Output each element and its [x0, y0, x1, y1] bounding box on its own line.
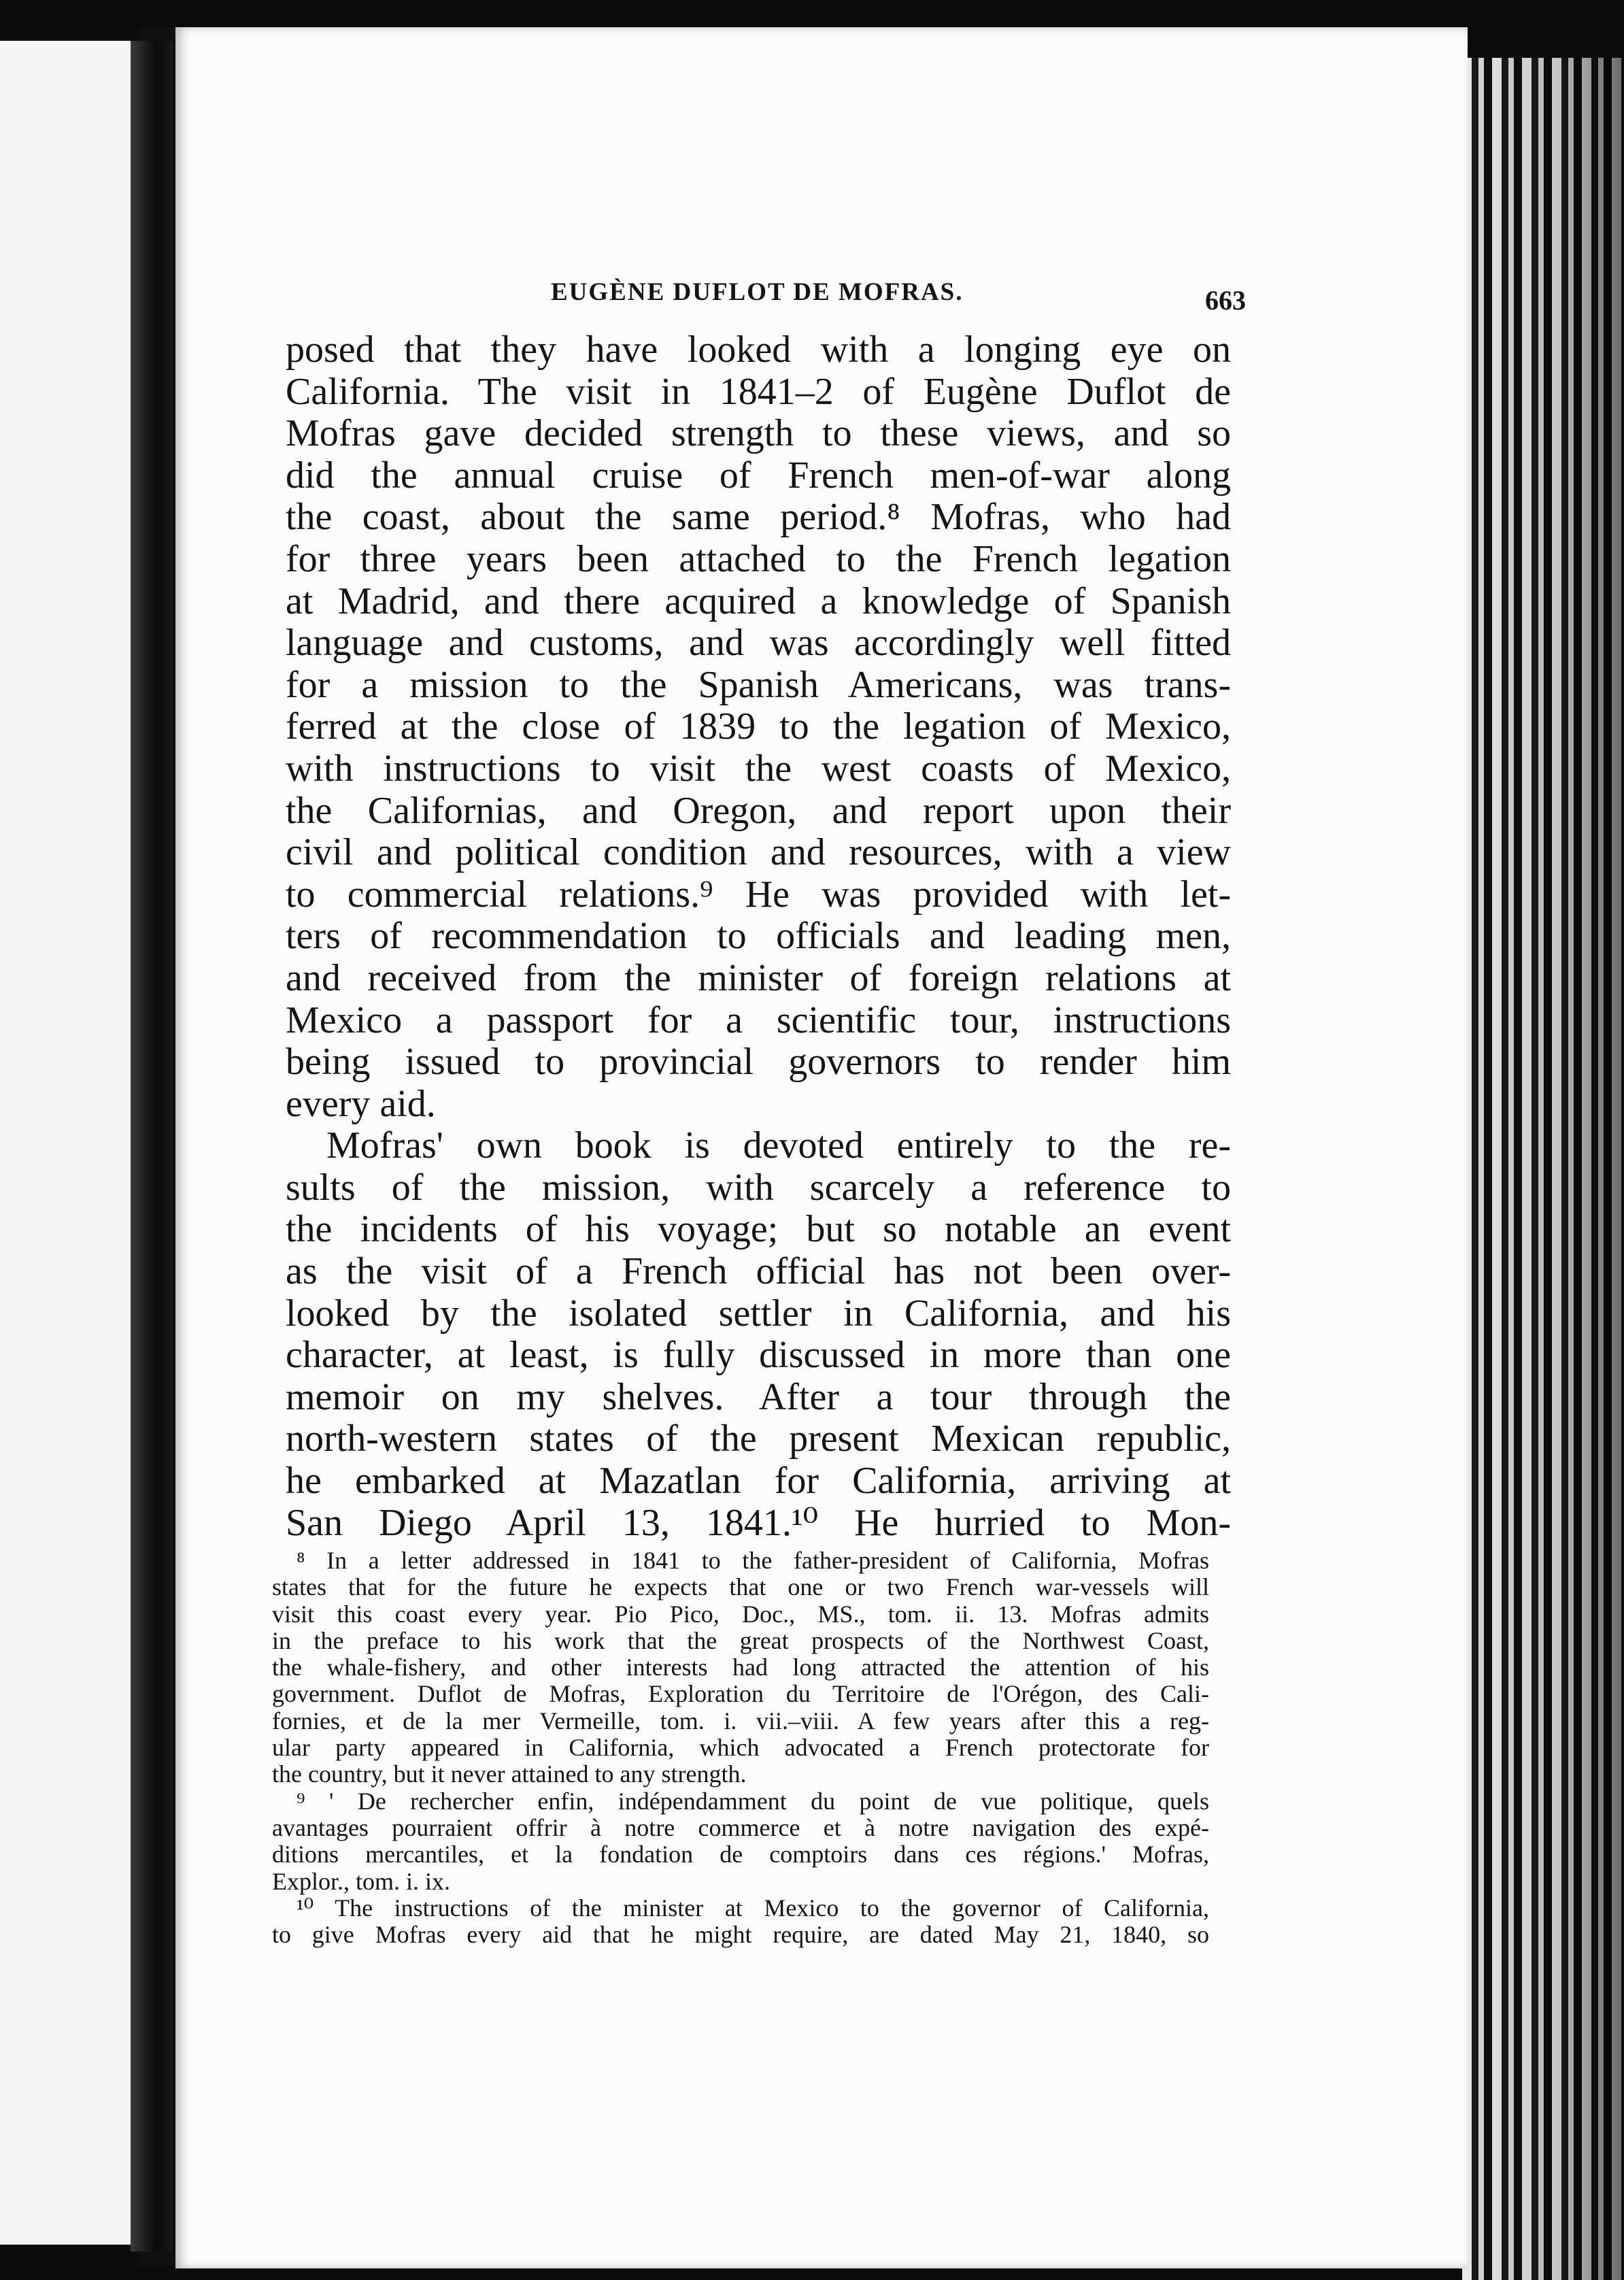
body-line: language and customs, and was accordingly well fitted	[286, 622, 1231, 665]
previous-page-edge	[0, 41, 136, 2245]
body-line: Mofras gave decided strength to these views, and so	[286, 412, 1231, 455]
footnote-line: fornies, et de la mer Vermeille, tom. i. vii.–viii. A few years after this a reg-	[272, 1707, 1209, 1734]
page-stack-shadow	[1462, 58, 1624, 2280]
footnote-line: ⁸ In a letter addressed in 1841 to the father-president of California, Mofras	[297, 1547, 1209, 1574]
footnote-line: government. Duflot de Mofras, Exploration du Territoire de l'Orégon, des Cali-	[272, 1680, 1209, 1708]
body-line: for a mission to the Spanish Americans, was trans-	[286, 663, 1231, 706]
body-line: he embarked at Mazatlan for California, arriving at	[286, 1460, 1231, 1503]
body-line: at Madrid, and there acquired a knowledge of Spanish	[286, 580, 1231, 622]
body-line: did the annual cruise of French men-of-war along	[286, 454, 1231, 497]
body-line: every aid.	[286, 1082, 436, 1125]
body-line: memoir on my shelves. After a tour through the	[286, 1375, 1231, 1418]
footnote-line: states that for the future he expects that one or two French war-vessels will	[272, 1573, 1209, 1601]
body-line: the incidents of his voyage; but so notable an event	[286, 1208, 1231, 1251]
footnote-line: avantages pourraient offrir à notre commerce et à notre navigation des expé-	[272, 1813, 1209, 1841]
body-line: looked by the isolated settler in California, and his	[286, 1292, 1231, 1335]
footnote-line: visit this coast every year. Pio Pico, Doc., MS., tom. ii. 13. Mofras admits	[272, 1600, 1209, 1628]
body-line: Mofras' own book is devoted entirely to the re-	[326, 1124, 1231, 1167]
body-line: sults of the mission, with scarcely a reference to	[286, 1166, 1231, 1209]
body-line: the coast, about the same period.⁸ Mofras, who had	[286, 496, 1231, 539]
body-line: posed that they have looked with a longing eye on	[286, 329, 1231, 371]
footnote-line: ditions mercantiles, et la fondation de comptoirs dans ces régions.' Mofras,	[272, 1841, 1209, 1868]
body-line: ferred at the close of 1839 to the legation of Mexico,	[286, 705, 1231, 748]
body-line: for three years been attached to the French legation	[286, 537, 1231, 580]
body-text	[286, 329, 1231, 1544]
running-head: EUGÈNE DUFLOT DE MOFRAS.	[551, 278, 964, 306]
footnote-line: ⁹ ' De rechercher enfin, indépendamment du point de vue politique, quels	[297, 1787, 1209, 1815]
footnote-line: the whale-fishery, and other interests had long attracted the attention of his	[272, 1654, 1209, 1681]
body-line: with instructions to visit the west coasts of Mexico,	[286, 747, 1231, 790]
body-line: character, at least, is fully discussed in more than one	[286, 1334, 1231, 1377]
footnote-line: Explor., tom. i. ix.	[272, 1867, 451, 1895]
body-line: civil and political condition and resources, with a view	[286, 831, 1231, 874]
body-line: the Californias, and Oregon, and report upon their	[286, 789, 1231, 832]
footnote-line: the country, but it never attained to any strength.	[272, 1760, 747, 1788]
footnote-line: ¹⁰ The instructions of the minister at Mexico to the governor of California,	[297, 1894, 1209, 1922]
body-line: ters of recommendation to officials and leading men,	[286, 915, 1231, 958]
gutter-shadow	[131, 41, 173, 2251]
page-number: 663	[1205, 285, 1246, 316]
footnote-line: to give Mofras every aid that he might require, are dated May 21, 1840, so	[272, 1921, 1209, 1949]
body-line: and received from the minister of foreign relations at	[286, 956, 1231, 999]
body-line: California. The visit in 1841–2 of Eugène Duflot de	[286, 370, 1231, 413]
body-line: north-western states of the present Mexican republic,	[286, 1418, 1231, 1460]
body-line: to commercial relations.⁹ He was provided with let-	[286, 873, 1231, 916]
body-line: San Diego April 13, 1841.¹⁰ He hurried to Mon-	[286, 1501, 1231, 1544]
footnotes	[272, 1547, 1209, 1948]
body-line: being issued to provincial governors to render him	[286, 1041, 1231, 1084]
body-line: Mexico a passport for a scientific tour, instructions	[286, 999, 1231, 1041]
body-line: as the visit of a French official has not been over-	[286, 1250, 1231, 1293]
footnote-line: ular party appeared in California, which advocated a French protectorate for	[272, 1734, 1209, 1762]
footnote-line: in the preface to his work that the great prospects of the Northwest Coast,	[272, 1626, 1209, 1654]
